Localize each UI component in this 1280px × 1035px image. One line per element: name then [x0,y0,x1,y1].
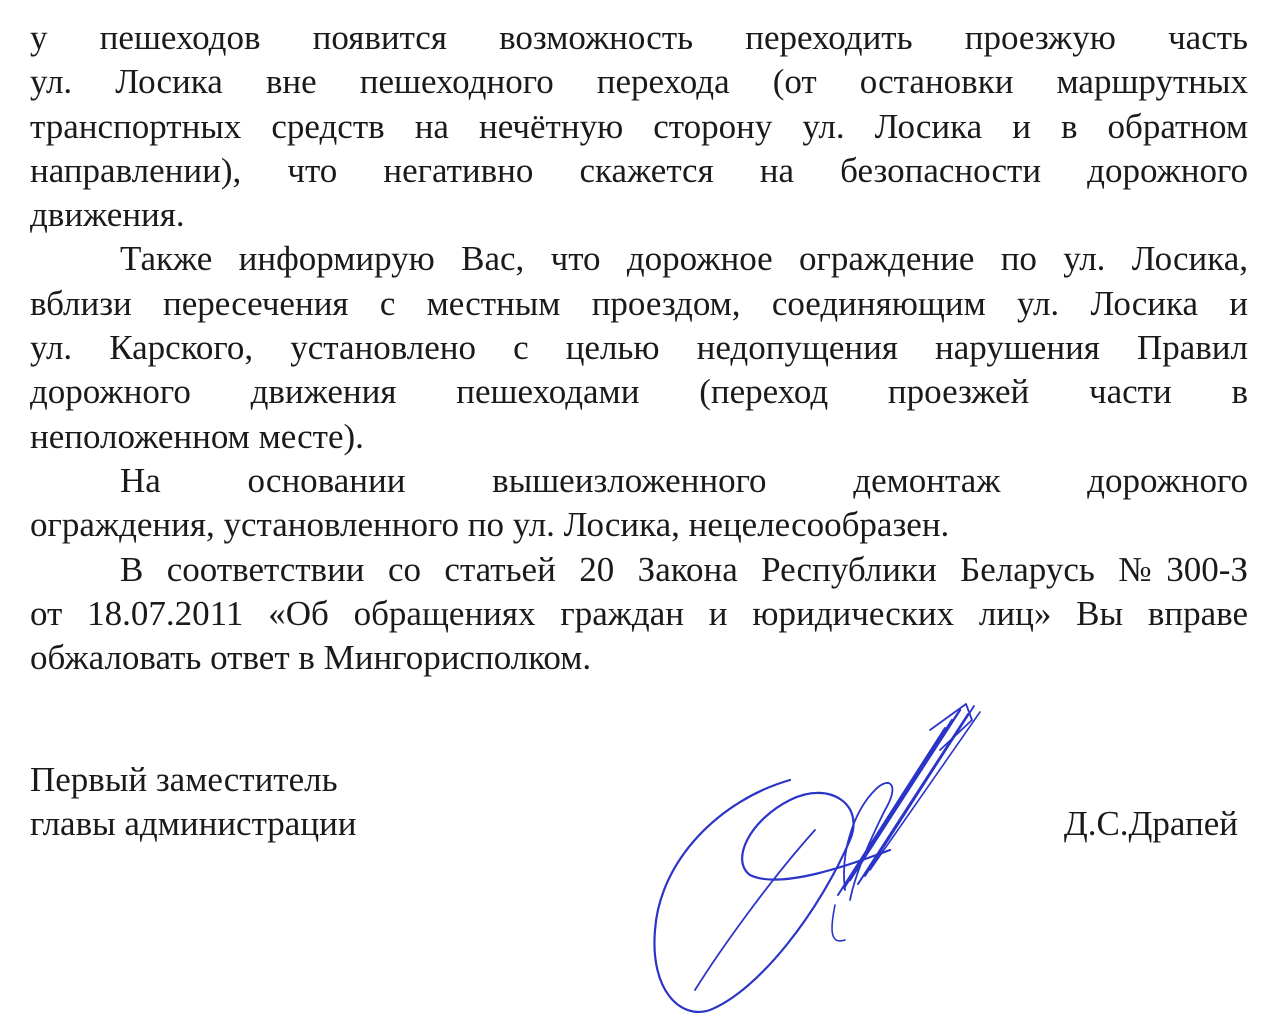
text-line: В соответствии со статьей 20 Закона Республики Беларусь №300-З [120,549,1248,589]
text-line: ул. Лосика вне пешеходного перехода (от остановки маршрутных [30,62,1248,102]
signer-title-line: главы администрации [30,804,357,843]
signer-title-line: Первый заместитель [30,760,338,799]
text-line: у пешеходов появится возможность переходить проезжую часть [30,18,1248,57]
paragraph-pedestrian-crossing [30,16,1248,237]
paragraph-road-fence [30,237,1248,458]
paragraph-appeal-rights [30,548,1248,681]
text-line: ограждения, установленного по ул. Лосика, нецелесообразен. [30,505,950,545]
handwritten-signature [600,690,1020,1030]
paragraph-conclusion [30,459,1248,548]
signer-title [30,758,357,846]
text-line: вблизи пересечения с местным проездом, соединяющим ул. Лосика и [30,283,1248,323]
text-line: от 18.07.2011 «Об обращениях граждан и юридических лиц» Вы вправе [30,593,1248,633]
text-line: движения. [30,195,185,235]
signer-name: Д.С.Драпей [1063,804,1238,843]
text-line: ул. Карского, установлено с целью недопущения нарушения Правил [30,328,1248,368]
letter-body [30,16,1248,680]
text-line: транспортных средств на нечётную сторону ул. Лосика и в обратном [30,106,1248,146]
text-line: неположенном месте). [30,416,364,456]
text-line: обжаловать ответ в Мингорисполком. [30,638,592,678]
text-line: дорожного движения пешеходами (переход проезжей части в [30,372,1248,412]
text-line: Также информирую Вас, что дорожное ограждение по ул. Лосика, [120,239,1248,279]
text-line: На основании вышеизложенного демонтаж дорожного [120,460,1248,500]
text-line: направлении), что негативно скажется на безопасности дорожного [30,150,1248,190]
